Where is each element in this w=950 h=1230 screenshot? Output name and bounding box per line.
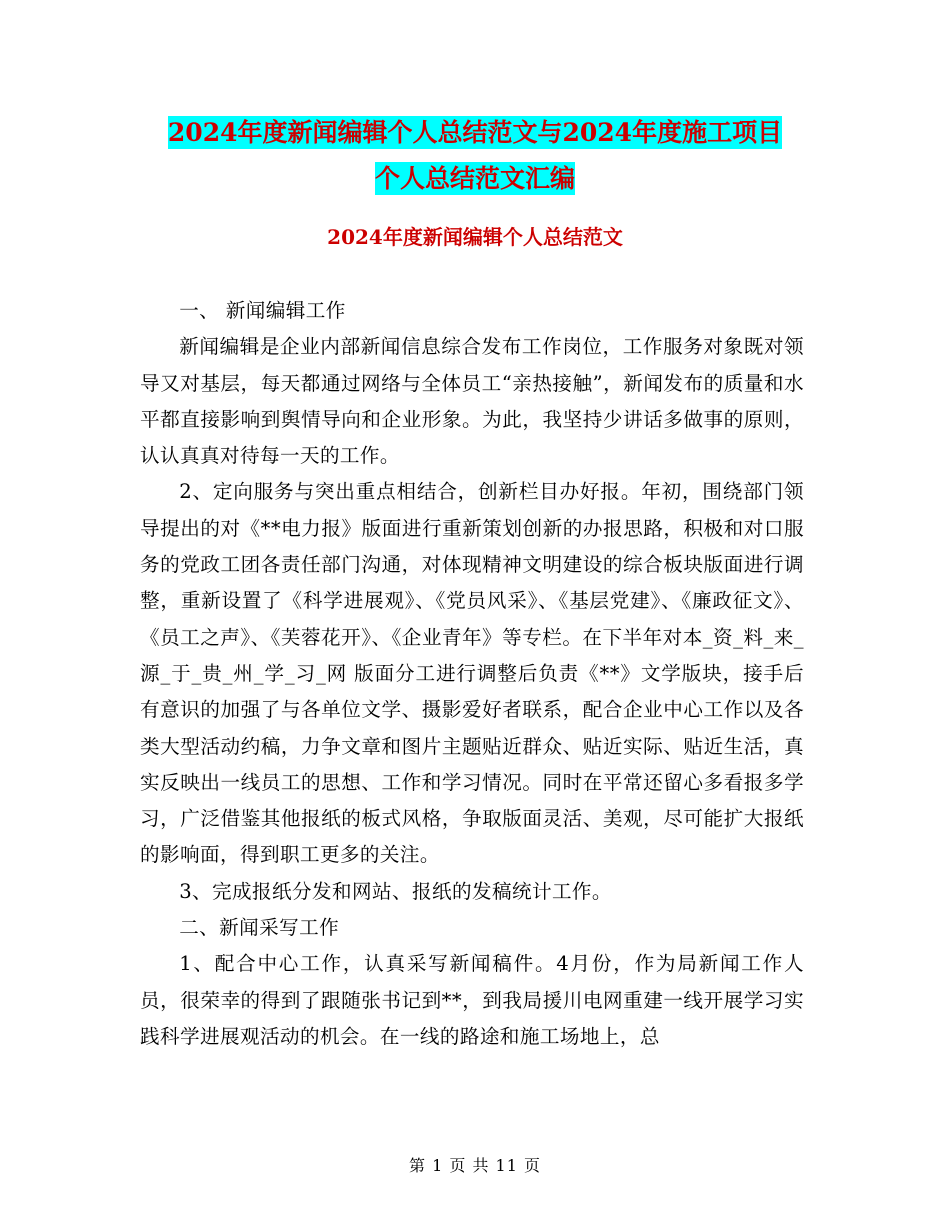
document-title xyxy=(0,110,950,202)
page-footer: 第 1 页 共 11 页 xyxy=(409,1156,541,1175)
paragraph: 2、定向服务与突出重点相结合，创新栏目办好报。年初，围绕部门领导提出的对《**电力报》版面进行重新策划创新的办报思路，积极和对口服务的党政工团各责任部门沟通，对体现精神文明建设的综合板块版面进行调整，重新设置了《科学进展观》、《党员风采》、《基层党建》、《廉政征文》、《员工之声》、《芙蓉花开》、《企业青年》等专栏。在下半年对本_资_料_来_源_于_贵_州_学_习_网 版面分工进行调整后负责《**》文学版块，接手后有意识的加强了与各单位文学、摄影爱好者联系，配合企业中心工作以及各类大型活动约稿，力争文章和图片主题贴近群众、贴近实际、贴近生活，真实反映出一线员工的思想、工作和学习情况。同时在平常还留心多看报多学习，广泛借鉴其他报纸的板式风格，争取版面灵活、美观，尽可能扩大报纸的影响面，得到职工更多的关注。 xyxy=(140,480,804,867)
title-line-1: 2024年度新闻编辑个人总结范文与2024年度施工项目 xyxy=(167,118,783,147)
heading-news-writing: 二、新闻采写工作 xyxy=(179,916,340,940)
paragraph: 1、配合中心工作，认真采写新闻稿件。4月份，作为局新闻工作人员，很荣幸的得到了跟随张书记到**，到我局援川电网重建一线开展学习实践科学进展观活动的机会。在一线的路途和施工场地上，总 xyxy=(140,952,804,1048)
section-title: 2024年度新闻编辑个人总结范文 xyxy=(327,225,623,249)
title-line-2: 个人总结范文汇编 xyxy=(374,164,575,193)
document-body xyxy=(140,293,804,1055)
paragraph: 新闻编辑是企业内部新闻信息综合发布工作岗位，工作服务对象既对领导又对基层，每天都通过网络与全体员工“亲热接触”，新闻发布的质量和水平都直接影响到舆情导向和企业形象。为此，我坚持少讲话多做事的原则，认认真真对待每一天的工作。 xyxy=(140,335,804,468)
heading-news-editing: 一、 新闻编辑工作 xyxy=(179,299,346,322)
paragraph: 3、完成报纸分发和网站、报纸的发稿统计工作。 xyxy=(179,879,612,903)
